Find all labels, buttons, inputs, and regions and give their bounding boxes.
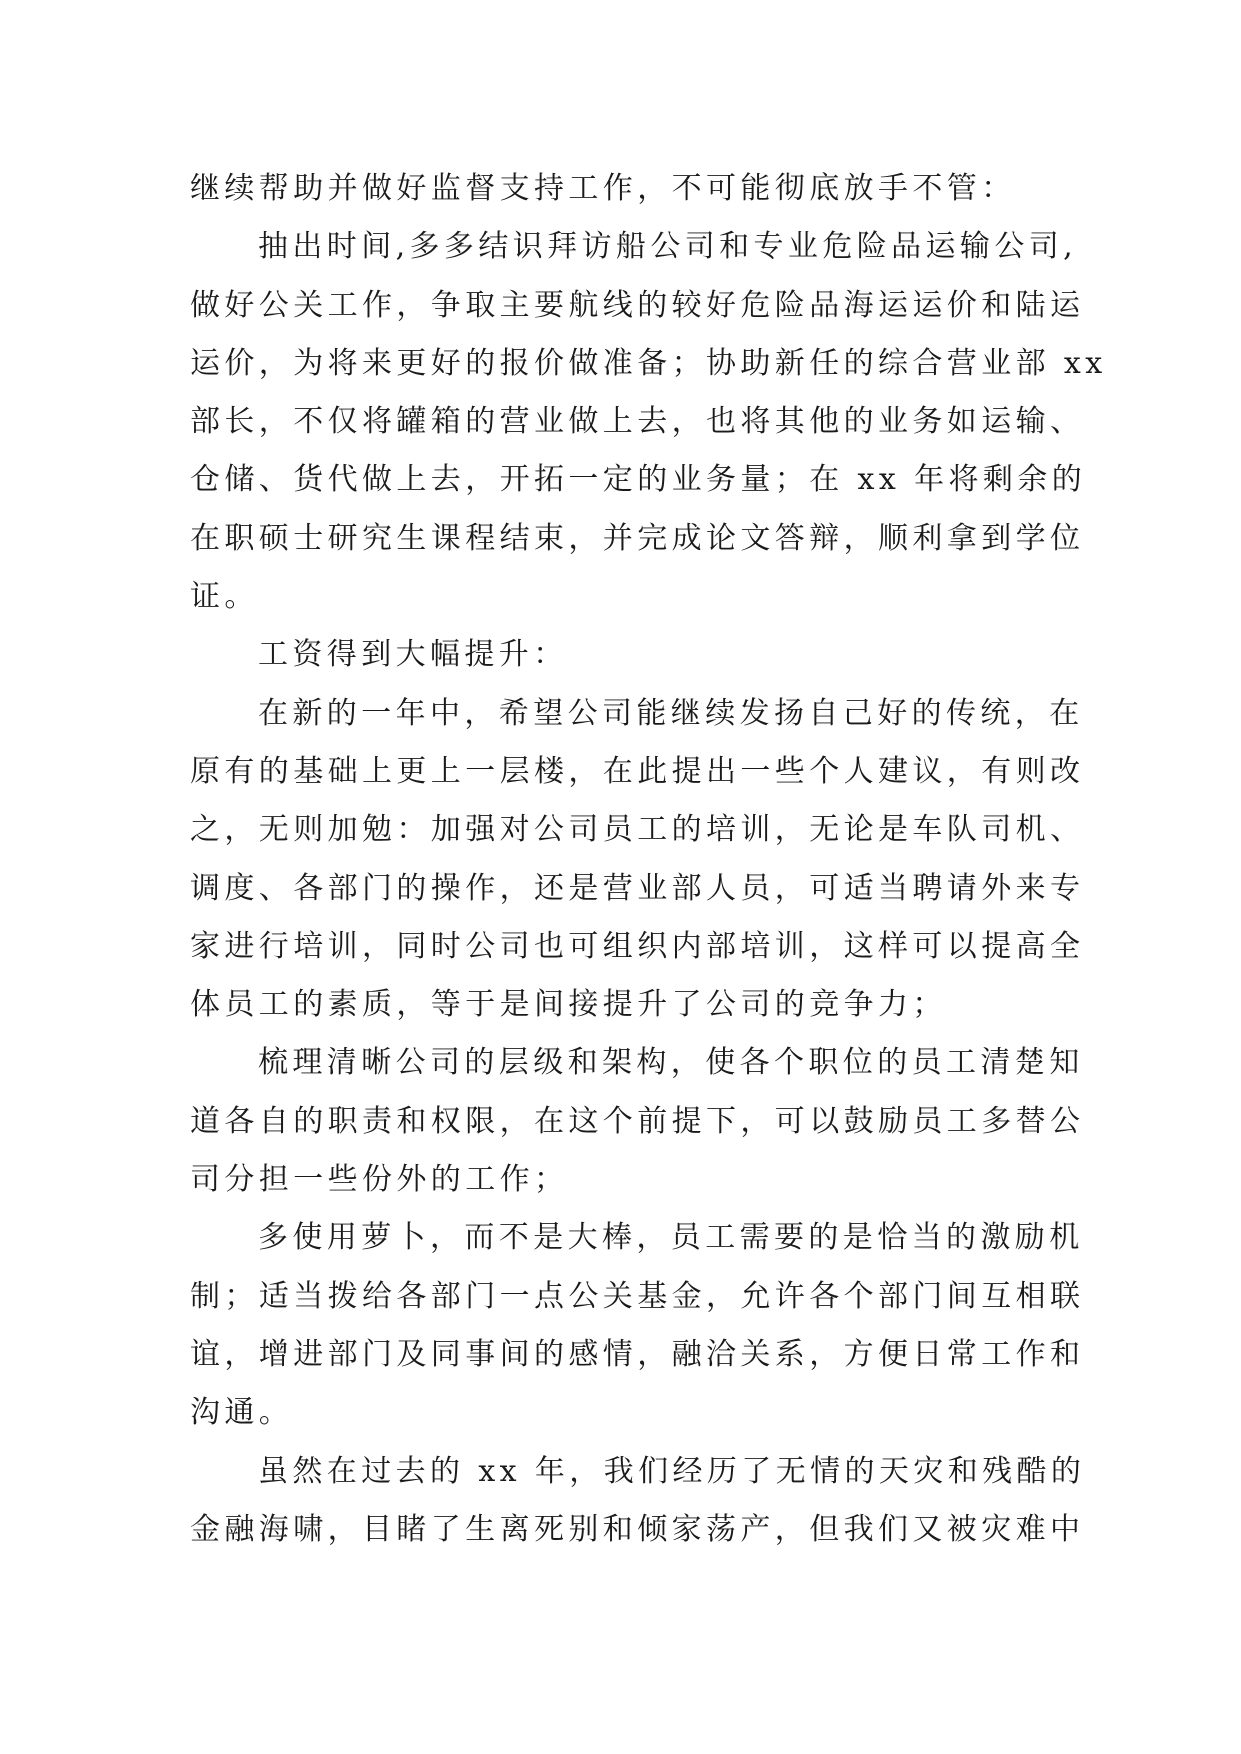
document-body <box>190 160 1107 1559</box>
text-line: 体员工的素质，等于是间接提升了公司的竞争力； <box>190 987 947 1023</box>
text-line: 金融海啸，目睹了生离死别和倾家荡产，但我们又被灾难中 <box>190 1511 1085 1547</box>
text-line: 运价，为将来更好的报价做准备；协助新任的综合营业部 xx <box>190 345 1107 381</box>
text-line: 原有的基础上更上一层楼，在此提出一些个人建议，有则改 <box>190 753 1085 789</box>
text-line: 制；适当拨给各部门一点公关基金，允许各个部门间互相联 <box>190 1278 1085 1314</box>
text-line: 道各自的职责和权限，在这个前提下，可以鼓励员工多替公 <box>190 1103 1085 1139</box>
text-line: 司分担一些份外的工作； <box>190 1162 569 1198</box>
text-line: 谊，增进部门及同事间的感情，融洽关系，方便日常工作和 <box>190 1336 1085 1372</box>
text-line: 证。 <box>190 579 259 615</box>
text-line: 多使用萝卜，而不是大棒，员工需要的是恰当的激励机 <box>258 1220 1084 1256</box>
text-line: 继续帮助并做好监督支持工作，不可能彻底放手不管： <box>190 171 1016 206</box>
text-line: 抽出时间,多多结识拜访船公司和专业危险品运输公司, <box>258 229 1078 265</box>
text-line: 沟通。 <box>190 1395 294 1431</box>
text-line: 部长，不仅将罐箱的营业做上去，也将其他的业务如运输、 <box>190 404 1085 440</box>
text-line: 在职硕士研究生课程结束，并完成论文答辩，顺利拿到学位 <box>190 520 1085 556</box>
text-line: 做好公关工作，争取主要航线的较好危险品海运运价和陆运 <box>190 287 1085 323</box>
text-line: 家进行培训，同时公司也可组织内部培训，这样可以提高全 <box>190 928 1085 964</box>
text-line: 调度、各部门的操作，还是营业部人员，可适当聘请外来专 <box>190 870 1085 906</box>
text-line: 梳理清晰公司的层级和架构，使各个职位的员工清楚知 <box>258 1045 1084 1081</box>
text-line: 之，无则加勉：加强对公司员工的培训，无论是车队司机、 <box>190 812 1085 848</box>
text-line: 虽然在过去的 xx 年，我们经历了无情的天灾和残酷的 <box>258 1453 1086 1489</box>
text-line: 在新的一年中，希望公司能继续发扬自己好的传统，在 <box>258 695 1084 731</box>
text-line: 工资得到大幅提升： <box>258 637 568 673</box>
text-line: 仓储、货代做上去，开拓一定的业务量；在 xx 年将剩余的 <box>190 462 1087 498</box>
